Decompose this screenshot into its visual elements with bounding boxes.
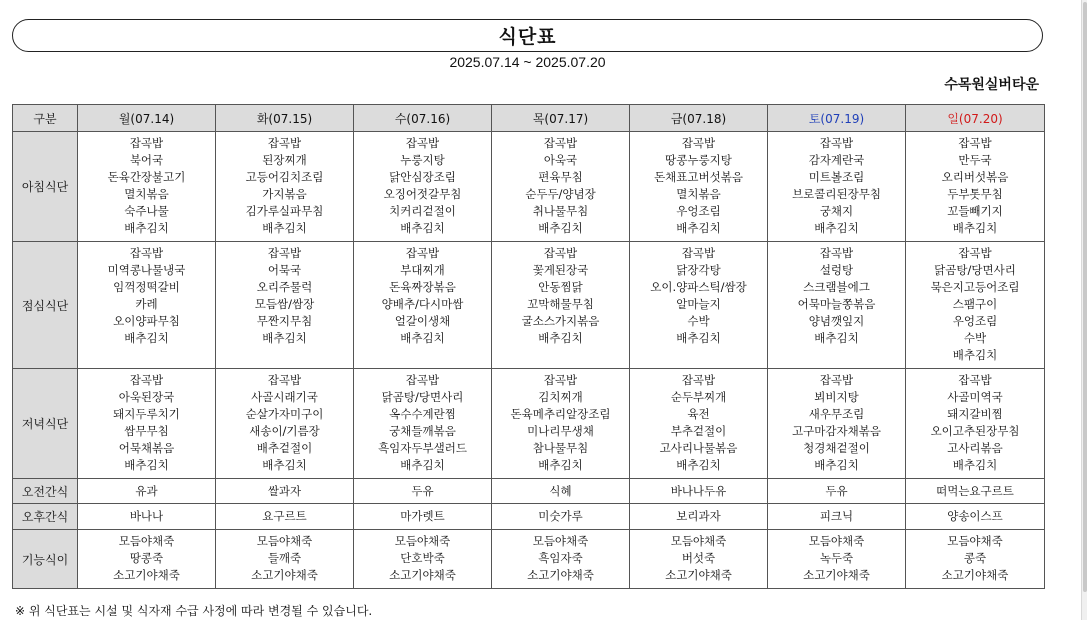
menu-item: 배추김치 bbox=[814, 221, 859, 235]
menu-item: 잡곡밥 bbox=[267, 246, 302, 260]
menu-item: 미역콩나물냉국 bbox=[107, 263, 186, 277]
row-label: 점심식단 bbox=[13, 242, 78, 369]
menu-cell bbox=[78, 369, 216, 479]
menu-item: 잡곡밥 bbox=[405, 136, 440, 150]
header-category: 구분 bbox=[13, 105, 78, 132]
menu-item: 배추김치 bbox=[124, 221, 169, 235]
period-range: 2025.07.14 ~ 2025.07.20 bbox=[449, 54, 606, 70]
vertical-scrollbar[interactable] bbox=[1081, 0, 1087, 620]
menu-cell bbox=[906, 369, 1045, 479]
menu-item: 소고기야채죽 bbox=[251, 568, 318, 582]
menu-item: 쌈무무침 bbox=[124, 424, 169, 438]
menu-item: 뵈비지탕 bbox=[814, 390, 859, 404]
menu-item: 양념깻잎지 bbox=[808, 314, 865, 328]
menu-item: 흑임자두부샐러드 bbox=[378, 441, 467, 455]
menu-cell bbox=[78, 504, 216, 530]
menu-item: 배추김치 bbox=[400, 331, 445, 345]
menu-cell bbox=[78, 242, 216, 369]
menu-item: 모듬야채죽 bbox=[532, 534, 589, 548]
menu-item: 편육무침 bbox=[538, 170, 583, 184]
menu-item: 배추김치 bbox=[814, 331, 859, 345]
menu-item: 고사리나물볶음 bbox=[659, 441, 738, 455]
menu-item: 흑임자죽 bbox=[538, 551, 583, 565]
menu-item: 아욱국 bbox=[543, 153, 578, 167]
menu-item: 배추김치 bbox=[538, 458, 583, 472]
menu-item: 오리버섯볶음 bbox=[941, 170, 1009, 184]
menu-item: 유과 bbox=[135, 483, 158, 498]
menu-item: 모듬야채죽 bbox=[256, 534, 313, 548]
menu-item: 부대찌개 bbox=[400, 263, 445, 277]
menu-item: 잡곡밥 bbox=[267, 373, 302, 387]
menu-item: 어묵마늘쫑볶음 bbox=[797, 297, 876, 311]
header-day: 수(07.16) bbox=[354, 105, 492, 132]
menu-item: 누룽지탕 bbox=[400, 153, 445, 167]
row-label: 오후간식 bbox=[13, 504, 78, 530]
meal-row-breakfast bbox=[13, 132, 1045, 242]
menu-cell bbox=[354, 132, 492, 242]
menu-item: 순두부찌개 bbox=[670, 390, 727, 404]
facility-name: 수목원실버타운 bbox=[944, 77, 1039, 93]
meal-row-dinner bbox=[13, 369, 1045, 479]
menu-cell bbox=[630, 242, 768, 369]
menu-item: 소고기야채죽 bbox=[113, 568, 180, 582]
menu-cell bbox=[492, 479, 630, 504]
menu-item: 돈육간장불고기 bbox=[107, 170, 186, 184]
menu-item: 사골시래기국 bbox=[251, 390, 318, 404]
menu-cell bbox=[768, 369, 906, 479]
header-day: 화(07.15) bbox=[216, 105, 354, 132]
menu-item: 수박 bbox=[687, 314, 710, 328]
menu-item: 북어국 bbox=[129, 153, 164, 167]
menu-item: 피크닉 bbox=[819, 509, 854, 523]
menu-item: 브로콜리된장무침 bbox=[792, 187, 881, 201]
row-label: 기능식이 bbox=[13, 530, 78, 589]
meal-row-am bbox=[13, 479, 1045, 504]
menu-item: 설렁탕 bbox=[819, 263, 854, 277]
menu-cell bbox=[906, 132, 1045, 242]
menu-item: 돈육메추리알장조림 bbox=[510, 407, 611, 421]
menu-item: 청경채겉절이 bbox=[803, 441, 870, 455]
menu-cell bbox=[216, 504, 354, 530]
menu-cell bbox=[492, 369, 630, 479]
menu-item: 배추김치 bbox=[262, 221, 307, 235]
header-day: 금(07.18) bbox=[630, 105, 768, 132]
menu-item: 미나리무생채 bbox=[527, 424, 594, 438]
menu-item: 모듬야채죽 bbox=[394, 534, 451, 548]
menu-item: 어묵국 bbox=[267, 263, 302, 277]
menu-item: 단호박죽 bbox=[400, 551, 445, 565]
menu-item: 배추김치 bbox=[262, 458, 307, 472]
menu-item: 옥수수계란찜 bbox=[389, 407, 456, 421]
menu-item: 스팸구이 bbox=[952, 297, 998, 311]
menu-item: 꽃게된장국 bbox=[532, 263, 589, 277]
scrollbar-thumb[interactable] bbox=[1083, 2, 1087, 592]
menu-item: 우엉조림 bbox=[952, 314, 998, 328]
menu-cell bbox=[630, 479, 768, 504]
menu-item: 잡곡밥 bbox=[405, 246, 440, 260]
menu-item: 잡곡밥 bbox=[819, 246, 854, 260]
menu-cell bbox=[216, 530, 354, 589]
menu-item: 땅콩누룽지탕 bbox=[665, 153, 732, 167]
menu-item: 된장찌개 bbox=[262, 153, 307, 167]
menu-item: 요구르트 bbox=[262, 509, 307, 523]
menu-cell bbox=[216, 242, 354, 369]
menu-item: 육전 bbox=[687, 407, 710, 421]
header-day: 일(07.20) bbox=[906, 105, 1045, 132]
menu-cell bbox=[354, 504, 492, 530]
menu-item: 모듬야채죽 bbox=[670, 534, 727, 548]
menu-item: 미트볼조림 bbox=[808, 170, 865, 184]
menu-item: 돼지두루치기 bbox=[113, 407, 180, 421]
header-row bbox=[13, 105, 1045, 132]
page-title-text: 식단표 bbox=[498, 26, 557, 48]
menu-item: 닭안심장조림 bbox=[389, 170, 456, 184]
menu-item: 쌀과자 bbox=[267, 483, 302, 498]
menu-item: 배추김치 bbox=[676, 221, 721, 235]
menu-item: 배추김치 bbox=[262, 331, 307, 345]
menu-item: 땅콩죽 bbox=[129, 551, 164, 565]
menu-cell bbox=[492, 132, 630, 242]
menu-item: 꼬들빼기지 bbox=[947, 204, 1003, 218]
menu-item: 스크램블에그 bbox=[803, 280, 870, 294]
menu-item: 잡곡밥 bbox=[958, 246, 992, 260]
menu-item: 묵은지고등어조림 bbox=[930, 280, 1020, 294]
menu-item: 닭곰탕/당면사리 bbox=[934, 263, 1016, 277]
meal-row-func bbox=[13, 530, 1045, 589]
menu-item: 알마늘지 bbox=[676, 297, 721, 311]
menu-item: 배추김치 bbox=[676, 331, 721, 345]
menu-cell bbox=[492, 530, 630, 589]
header-day: 목(07.17) bbox=[492, 105, 630, 132]
menu-item: 잡곡밥 bbox=[681, 373, 716, 387]
menu-cell bbox=[630, 369, 768, 479]
menu-item: 소고기야채죽 bbox=[527, 568, 594, 582]
menu-item: 배추김치 bbox=[952, 458, 998, 472]
page-title bbox=[12, 19, 1043, 52]
menu-item: 녹두죽 bbox=[819, 551, 854, 565]
menu-cell bbox=[768, 242, 906, 369]
menu-item: 감자계란국 bbox=[808, 153, 865, 167]
menu-item: 잡곡밥 bbox=[819, 136, 854, 150]
menu-item: 배추김치 bbox=[124, 458, 169, 472]
menu-item: 바나나 bbox=[129, 509, 164, 523]
menu-item: 순살가자미구이 bbox=[245, 407, 324, 421]
menu-item: 돈채표고버섯볶음 bbox=[654, 170, 743, 184]
menu-item: 양송이스프 bbox=[947, 509, 1003, 523]
menu-item: 두부톳무침 bbox=[947, 187, 1003, 201]
menu-item: 마가렛트 bbox=[400, 509, 445, 523]
header-day: 토(07.19) bbox=[768, 105, 906, 132]
menu-item: 닭장각탕 bbox=[676, 263, 721, 277]
menu-item: 배추김치 bbox=[952, 348, 998, 362]
menu-item: 보리과자 bbox=[676, 509, 721, 523]
menu-item: 배추김치 bbox=[400, 458, 445, 472]
menu-item: 임꺽정떡갈비 bbox=[113, 280, 180, 294]
menu-item: 양배추/다시마쌈 bbox=[381, 297, 464, 311]
menu-cell bbox=[216, 132, 354, 242]
menu-item: 잡곡밥 bbox=[543, 373, 578, 387]
menu-item: 돼지갈비찜 bbox=[947, 407, 1003, 421]
menu-item: 고구마감자채볶음 bbox=[792, 424, 881, 438]
menu-item: 배추김치 bbox=[676, 458, 721, 472]
menu-item: 잡곡밥 bbox=[819, 373, 854, 387]
menu-item: 숙주나물 bbox=[124, 204, 169, 218]
menu-cell bbox=[492, 242, 630, 369]
footnote: ※ 위 식단표는 시설 및 식자재 수급 사정에 따라 변경될 수 있습니다. bbox=[15, 604, 373, 618]
header-day: 월(07.14) bbox=[78, 105, 216, 132]
menu-item: 잡곡밥 bbox=[129, 136, 164, 150]
menu-item: 미숫가루 bbox=[538, 509, 583, 523]
menu-item: 닭곰탕/당면사리 bbox=[381, 390, 464, 404]
menu-cell bbox=[354, 530, 492, 589]
menu-item: 두유 bbox=[825, 483, 848, 498]
menu-cell bbox=[768, 479, 906, 504]
menu-item: 떠먹는요구르트 bbox=[936, 483, 1014, 498]
menu-item: 모듬야채죽 bbox=[947, 534, 1003, 548]
menu-item: 부추겉절이 bbox=[670, 424, 727, 438]
menu-item: 가지볶음 bbox=[262, 187, 307, 201]
menu-item: 소고기야채죽 bbox=[665, 568, 732, 582]
meal-row-pm bbox=[13, 504, 1045, 530]
menu-cell bbox=[906, 479, 1045, 504]
menu-item: 잡곡밥 bbox=[129, 246, 164, 260]
menu-item: 잡곡밥 bbox=[681, 246, 716, 260]
menu-item: 배추김치 bbox=[538, 221, 583, 235]
meal-row-lunch bbox=[13, 242, 1045, 369]
menu-item: 배추김치 bbox=[538, 331, 583, 345]
menu-item: 카레 bbox=[135, 297, 158, 311]
menu-item: 순두두/양념장 bbox=[525, 187, 596, 201]
menu-item: 모듬야채죽 bbox=[118, 534, 175, 548]
menu-cell bbox=[768, 530, 906, 589]
menu-cell bbox=[216, 479, 354, 504]
menu-item: 새우무조림 bbox=[808, 407, 865, 421]
menu-item: 배추김치 bbox=[952, 221, 998, 235]
menu-item: 우엉조림 bbox=[676, 204, 721, 218]
menu-item: 돈육짜장볶음 bbox=[389, 280, 456, 294]
menu-item: 오이.양파스틱/쌈장 bbox=[650, 280, 747, 294]
menu-item: 들깨죽 bbox=[267, 551, 302, 565]
menu-item: 새송이/기름장 bbox=[249, 424, 320, 438]
menu-item: 잡곡밥 bbox=[405, 373, 440, 387]
menu-item: 잡곡밥 bbox=[543, 246, 578, 260]
menu-item: 김가루실파무침 bbox=[245, 204, 324, 218]
menu-cell bbox=[906, 242, 1045, 369]
menu-cell bbox=[492, 504, 630, 530]
menu-cell bbox=[630, 504, 768, 530]
menu-item: 모듬야채죽 bbox=[808, 534, 865, 548]
menu-item: 굴소스가지볶음 bbox=[521, 314, 600, 328]
menu-item: 안동찜닭 bbox=[538, 280, 583, 294]
menu-cell bbox=[768, 132, 906, 242]
menu-item: 잡곡밥 bbox=[267, 136, 302, 150]
menu-item: 잡곡밥 bbox=[543, 136, 578, 150]
menu-item: 아욱된장국 bbox=[118, 390, 175, 404]
menu-item: 치커리겉절이 bbox=[389, 204, 456, 218]
menu-item: 배추김치 bbox=[124, 331, 169, 345]
menu-item: 잡곡밥 bbox=[129, 373, 164, 387]
menu-cell bbox=[768, 504, 906, 530]
menu-item: 얼갈이생채 bbox=[394, 314, 451, 328]
menu-cell bbox=[630, 132, 768, 242]
menu-item: 잡곡밥 bbox=[958, 373, 992, 387]
menu-cell bbox=[216, 369, 354, 479]
menu-cell bbox=[78, 530, 216, 589]
menu-item: 수박 bbox=[963, 331, 987, 345]
menu-item: 멸치볶음 bbox=[124, 187, 169, 201]
menu-item: 소고기야채죽 bbox=[941, 568, 1009, 582]
menu-cell bbox=[354, 369, 492, 479]
menu-item: 배추겉절이 bbox=[256, 441, 313, 455]
menu-item: 김치찌개 bbox=[538, 390, 583, 404]
menu-body bbox=[13, 132, 1045, 589]
menu-item: 오이양파무침 bbox=[113, 314, 180, 328]
menu-item: 취나물무침 bbox=[532, 204, 589, 218]
menu-item: 모듬쌈/쌈장 bbox=[254, 297, 315, 311]
menu-item: 배추김치 bbox=[400, 221, 445, 235]
menu-item: 참나물무침 bbox=[532, 441, 589, 455]
menu-item: 오이고추된장무침 bbox=[930, 424, 1020, 438]
menu-item: 두유 bbox=[411, 483, 434, 498]
menu-table bbox=[12, 104, 1045, 589]
menu-item: 사골미역국 bbox=[947, 390, 1003, 404]
menu-item: 잡곡밥 bbox=[681, 136, 716, 150]
menu-item: 만두국 bbox=[958, 153, 992, 167]
menu-item: 어묵채볶음 bbox=[118, 441, 175, 455]
row-label: 오전간식 bbox=[13, 479, 78, 504]
menu-cell bbox=[906, 530, 1045, 589]
menu-item: 콩죽 bbox=[963, 551, 987, 565]
menu-cell bbox=[354, 479, 492, 504]
menu-item: 궁채지 bbox=[819, 204, 854, 218]
menu-cell bbox=[78, 479, 216, 504]
menu-cell bbox=[78, 132, 216, 242]
menu-cell bbox=[630, 530, 768, 589]
menu-item: 소고기야채죽 bbox=[389, 568, 456, 582]
menu-item: 고사리볶음 bbox=[947, 441, 1003, 455]
menu-item: 멸치볶음 bbox=[676, 187, 721, 201]
menu-item: 식혜 bbox=[549, 483, 572, 498]
menu-item: 배추김치 bbox=[814, 458, 859, 472]
menu-item: 무짠지무침 bbox=[256, 314, 313, 328]
row-label: 저녁식단 bbox=[13, 369, 78, 479]
menu-item: 꼬막해물무침 bbox=[527, 297, 594, 311]
menu-item: 소고기야채죽 bbox=[803, 568, 870, 582]
menu-item: 오징어젓갈무침 bbox=[383, 187, 462, 201]
menu-item: 오리주물럭 bbox=[256, 280, 313, 294]
menu-cell bbox=[354, 242, 492, 369]
menu-item: 바나나두유 bbox=[670, 483, 727, 498]
menu-item: 버섯죽 bbox=[681, 551, 716, 565]
menu-item: 고등어김치조림 bbox=[245, 170, 324, 184]
menu-cell bbox=[906, 504, 1045, 530]
menu-item: 궁채들깨볶음 bbox=[389, 424, 456, 438]
row-label: 아침식단 bbox=[13, 132, 78, 242]
menu-item: 잡곡밥 bbox=[958, 136, 992, 150]
